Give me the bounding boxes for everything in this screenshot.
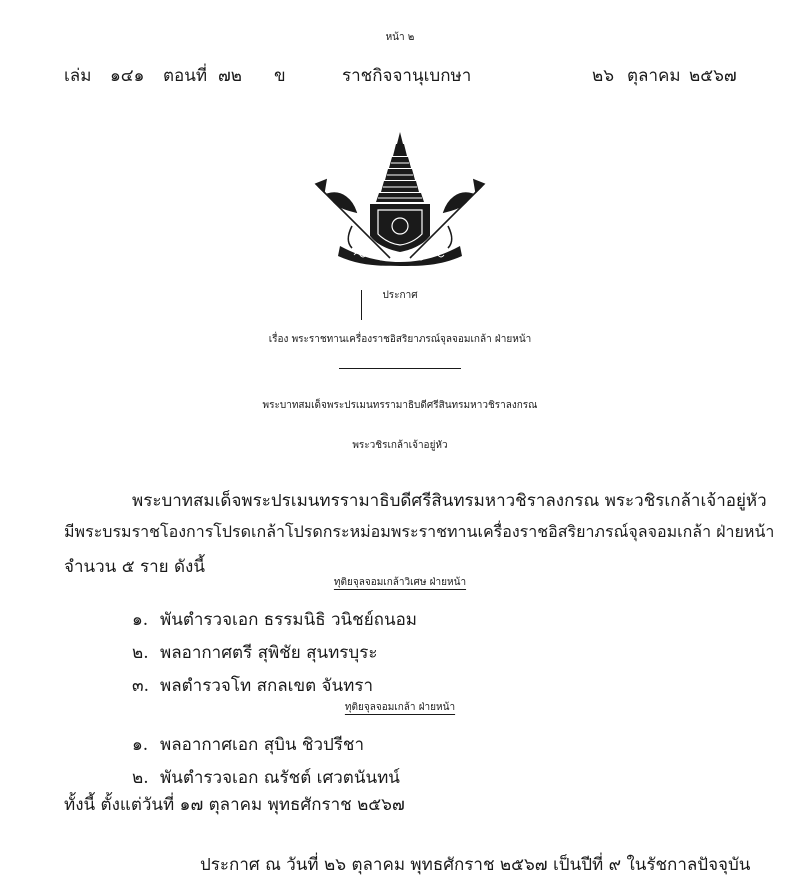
section-code: ข: [274, 66, 286, 86]
king-title-line-2: พระวชิรเกล้าเจ้าอยู่หัว: [352, 440, 448, 451]
list-item-number: ๑.: [132, 610, 149, 630]
date-month: ตุลาคม: [627, 66, 681, 86]
king-title-line-1: พระบาทสมเด็จพระปรเมนทรรามาธิบดีศรีสินทรมหาวชิราลงกรณ: [262, 400, 538, 411]
list-item-number: ๒.: [132, 643, 149, 663]
section-heading-text: ทุติยจุลจอมเกล้าวิเศษ ฝ่ายหน้า: [333, 577, 467, 588]
list-item-number: ๓.: [132, 676, 150, 696]
royal-seal-icon: [312, 130, 488, 266]
volume-number: ๑๔๑: [110, 66, 145, 86]
list-item-number: ๒.: [132, 768, 149, 788]
issue-number: ๗๒: [218, 66, 242, 86]
section-heading: [0, 700, 800, 715]
body-line-1: พระบาทสมเด็จพระปรเมนทรรามาธิบดีศรีสินทรมหาวชิราลงกรณ พระวชิรเกล้าเจ้าอยู่หัว: [132, 491, 767, 511]
section-heading-text: ทุติยจุลจอมเกล้า ฝ่ายหน้า: [344, 702, 456, 713]
list-item-name: พลอากาศเอก สุบิน ชิวปรีชา: [160, 735, 365, 755]
list-item-name: พันตำรวจเอก ณรัชต์ เศวตนันทน์: [160, 768, 400, 788]
list-item-number: ๑.: [132, 735, 149, 755]
title-divider: [339, 368, 461, 369]
body-line-2: มีพระบรมราชโองการโปรดเกล้าโปรดกระหม่อมพระราชทานเครื่องราชอิสริยาภรณ์จุลจอมเกล้า ฝ่ายหน้า: [64, 522, 775, 541]
announcement-subject: เรื่อง พระราชทานเครื่องราชอิสริยาภรณ์จุลจอมเกล้า ฝ่ายหน้า: [268, 334, 532, 345]
volume-label: เล่ม: [64, 66, 92, 86]
section-heading: [0, 575, 800, 590]
gazette-name: ราชกิจจานุเบกษา: [342, 66, 472, 86]
page-number: หน้า ๒: [385, 32, 415, 43]
announcement-title: ประกาศ: [382, 290, 418, 301]
proclamation-date: ประกาศ ณ วันที่ ๒๖ ตุลาคม พุทธศักราช ๒๕๖๗ เป็นปีที่ ๙ ในรัชกาลปัจจุบัน: [200, 855, 751, 875]
list-item-name: พลอากาศตรี สุพิชัย สุนทรบุระ: [160, 643, 378, 663]
effective-date: ทั้งนี้ ตั้งแต่วันที่ ๑๗ ตุลาคม พุทธศักราช ๒๕๖๗: [64, 795, 405, 815]
list-item-name: พันตำรวจเอก ธรรมนิธิ วนิชย์ถนอม: [160, 610, 418, 630]
list-item-name: พลตำรวจโท สกลเขต จันทรา: [160, 676, 374, 696]
date-year: ๒๕๖๗: [689, 66, 737, 86]
body-line-3: จำนวน ๕ ราย ดังนี้: [64, 557, 205, 577]
date-day: ๒๖: [592, 66, 614, 86]
issue-label: ตอนที่: [163, 66, 208, 86]
